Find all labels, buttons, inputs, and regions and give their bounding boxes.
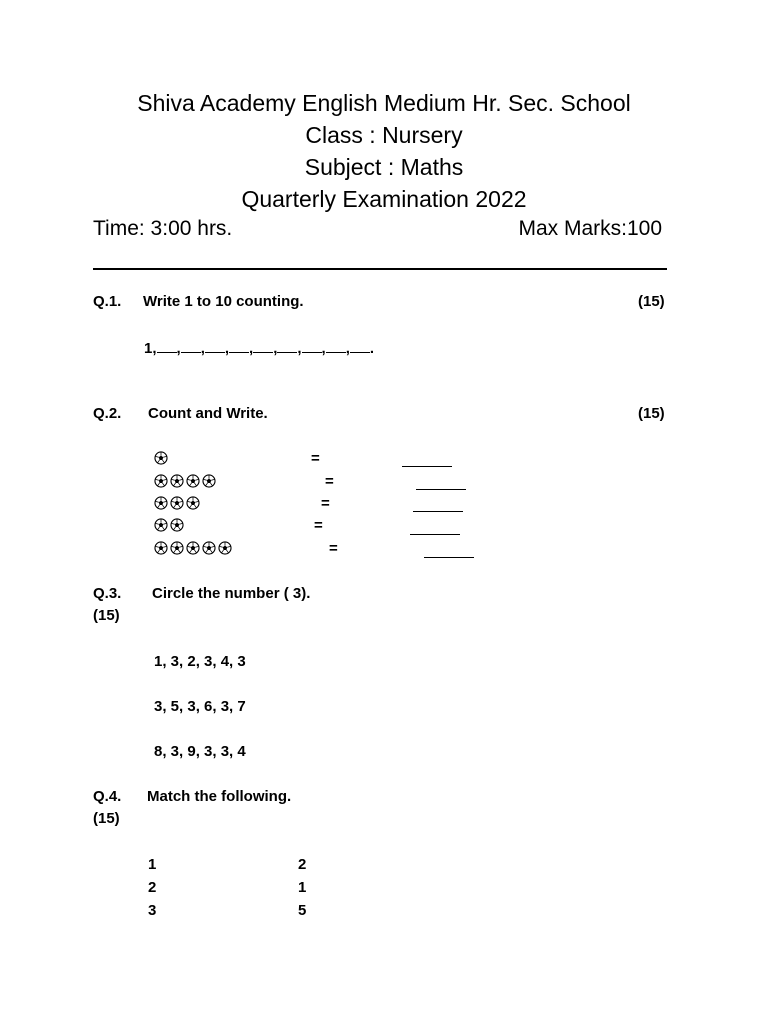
q1-blank [157, 340, 177, 353]
header-divider [93, 268, 667, 270]
school-name: Shiva Academy English Medium Hr. Sec. School [137, 90, 631, 116]
q1-blank [350, 340, 370, 353]
q1-blank [229, 340, 249, 353]
soccer-ball-icon [170, 474, 184, 488]
time-allowed: Time: 3:00 hrs. [93, 217, 233, 240]
q1-comma: , [200, 340, 205, 357]
soccer-ball-icon [154, 518, 168, 532]
q1-blank [205, 340, 225, 353]
q2-answer-blank [413, 511, 463, 512]
q2-ball-group [154, 496, 200, 510]
q4-left-2: 2 [148, 879, 157, 896]
q4-number: Q.4. [93, 788, 122, 805]
q3-line-2: 3, 5, 3, 6, 3, 7 [154, 698, 246, 715]
q2-equals-sign: = [325, 473, 334, 490]
q1-blank [277, 340, 297, 353]
q1-counting-line [144, 340, 374, 356]
q4-right-3: 5 [298, 902, 307, 919]
exam-title: Quarterly Examination 2022 [241, 186, 527, 212]
q2-marks: (15) [638, 405, 665, 422]
q2-equals-sign: = [314, 517, 323, 534]
q1-comma: , [224, 340, 230, 357]
q1-comma: , [321, 340, 326, 357]
soccer-ball-icon [186, 474, 200, 488]
q1-end: . [369, 340, 375, 357]
q1-marks: (15) [638, 293, 665, 310]
soccer-ball-icon [154, 451, 168, 465]
q1-blank [253, 340, 273, 353]
soccer-ball-icon [154, 474, 168, 488]
soccer-ball-icon [202, 541, 216, 555]
q4-marks: (15) [93, 810, 120, 827]
q2-answer-blank [416, 489, 466, 490]
q2-answer-blank [402, 466, 452, 467]
q1-number: Q.1. [93, 293, 122, 310]
q2-ball-group [154, 474, 216, 488]
max-marks: Max Marks:100 [518, 217, 662, 240]
q3-marks: (15) [93, 607, 120, 624]
q3-line-1: 1, 3, 2, 3, 4, 3 [154, 653, 246, 670]
q1-comma: , [176, 340, 181, 357]
q1-text: Write 1 to 10 counting. [143, 293, 304, 310]
q4-right-2: 1 [298, 879, 307, 896]
q1-blank [181, 340, 201, 353]
q1-comma: , [249, 340, 254, 357]
q2-equals-sign: = [311, 450, 320, 467]
q4-text: Match the following. [147, 788, 292, 805]
subject-line: Subject : Maths [304, 154, 464, 180]
soccer-ball-icon [154, 541, 168, 555]
soccer-ball-icon [186, 496, 200, 510]
q3-text: Circle the number ( 3). [152, 585, 311, 602]
q4-left-3: 3 [148, 902, 157, 919]
q1-comma: , [345, 340, 350, 357]
q1-start: 1, [144, 340, 157, 357]
q2-answer-blank [424, 557, 474, 558]
q1-comma: , [273, 340, 278, 357]
q2-number: Q.2. [93, 405, 122, 422]
q1-blanks [157, 340, 370, 357]
q2-text: Count and Write. [148, 405, 268, 422]
soccer-ball-icon [202, 474, 216, 488]
soccer-ball-icon [170, 518, 184, 532]
q1-blank [302, 340, 322, 353]
q2-equals-sign: = [321, 495, 330, 512]
q2-ball-group [154, 451, 168, 465]
q3-number: Q.3. [93, 585, 122, 602]
q4-left-1: 1 [148, 856, 157, 873]
soccer-ball-icon [218, 541, 232, 555]
q2-answer-blank [410, 534, 460, 535]
soccer-ball-icon [186, 541, 200, 555]
q1-blank [326, 340, 346, 353]
q1-comma: , [297, 340, 302, 357]
q2-ball-group [154, 518, 184, 532]
q2-ball-group [154, 541, 232, 555]
soccer-ball-icon [170, 496, 184, 510]
q2-equals-sign: = [329, 540, 338, 557]
soccer-ball-icon [170, 541, 184, 555]
class-line: Class : Nursery [305, 122, 463, 148]
q4-right-1: 2 [298, 856, 307, 873]
q3-line-3: 8, 3, 9, 3, 3, 4 [154, 743, 246, 760]
soccer-ball-icon [154, 496, 168, 510]
